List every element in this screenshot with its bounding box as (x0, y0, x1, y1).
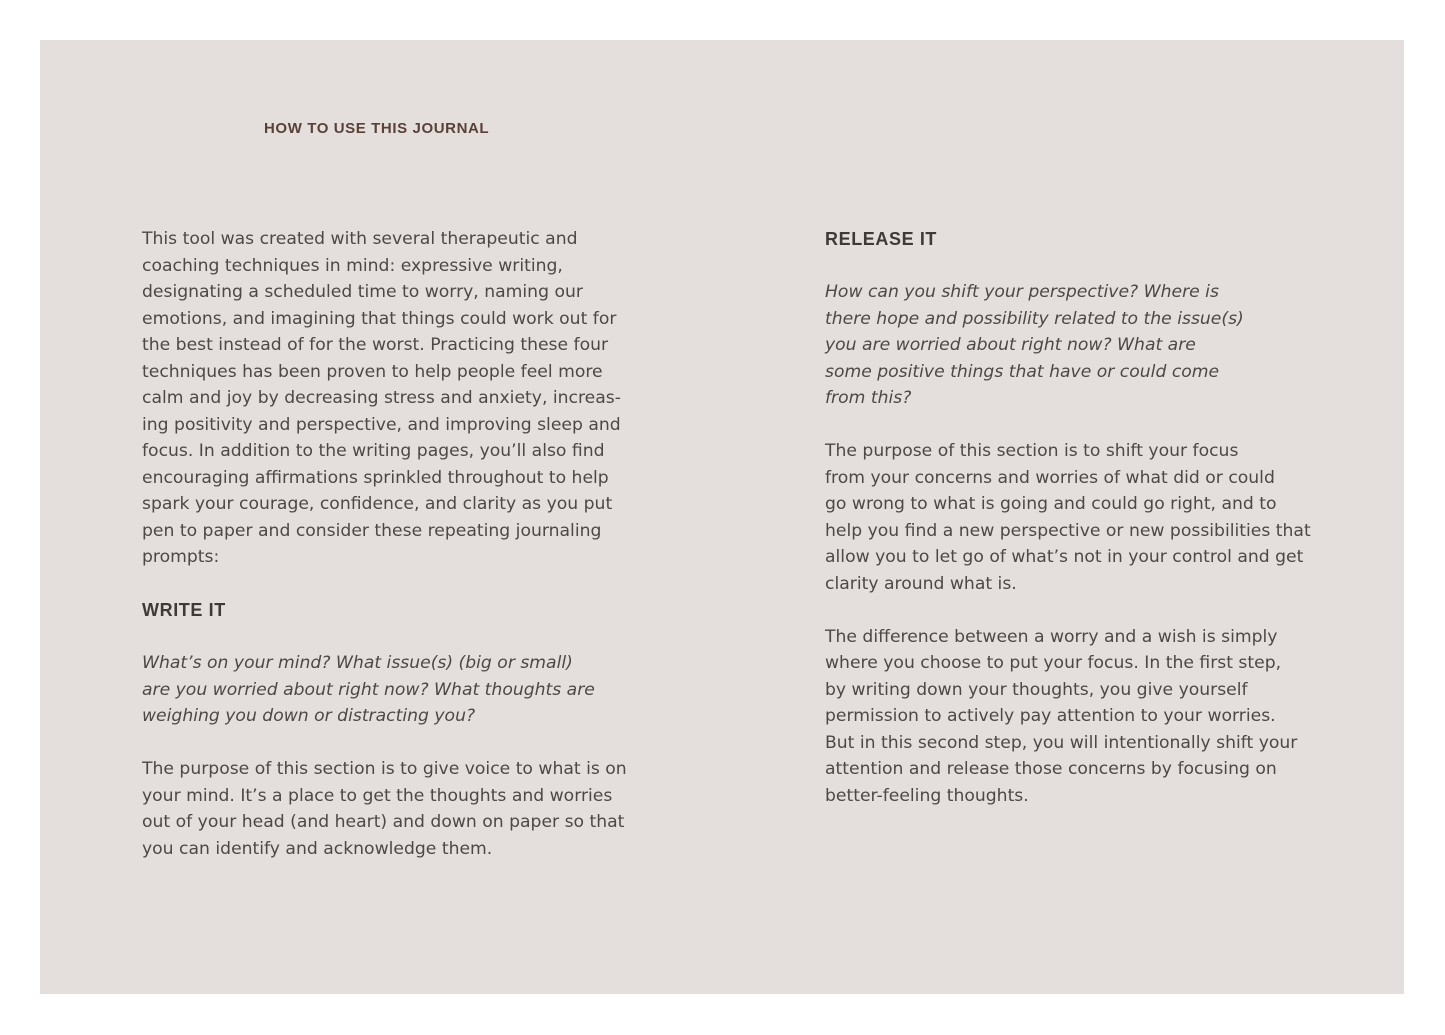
body-line: clarity around what is. (825, 573, 1017, 594)
body-line: by writing down your thoughts, you give yourself (825, 679, 1248, 700)
intro-line: the best instead of for the worst. Practicing these four (142, 335, 609, 355)
spacer (142, 624, 622, 651)
release-it-body (825, 438, 1311, 597)
write-it-body (142, 756, 627, 862)
right-column (825, 226, 1311, 809)
running-head: HOW TO USE THIS JOURNAL (264, 120, 490, 137)
release-it-heading: RELEASE IT (825, 229, 938, 249)
body-line: you can identify and acknowledge them. (142, 838, 493, 859)
intro-line: encouraging affirmations sprinkled throughout to help (142, 467, 609, 488)
intro-line: spark your courage, confidence, and clarity as you put (142, 494, 613, 514)
intro-line: This tool was created with several therapeutic and (142, 229, 578, 249)
prompt-line: some positive things that have or could come (825, 361, 1220, 382)
body-line: where you choose to put your focus. In the first step, (825, 653, 1282, 673)
spacer (825, 412, 1305, 439)
intro-line: designating a scheduled time to worry, naming our (142, 282, 583, 302)
write-it-heading: WRITE IT (142, 600, 226, 620)
body-line: The difference between a worry and a wish is simply (825, 626, 1278, 647)
body-line: from your concerns and worries of what did or could (825, 467, 1275, 488)
prompt-line: What’s on your mind? What issue(s) (big or small) (142, 653, 573, 673)
intro-line: prompts: (142, 547, 220, 567)
journal-page-spread (40, 40, 1404, 994)
intro-line: calm and joy by decreasing stress and anxiety, increas- (142, 388, 621, 408)
prompt-line: from this? (825, 388, 912, 408)
prompt-line: are you worried about right now? What thoughts are (142, 679, 595, 700)
spacer (825, 597, 1305, 624)
body-line: allow you to let go of what’s not in your control and get (825, 547, 1304, 567)
left-column (142, 226, 627, 862)
body-line: your mind. It’s a place to get the thoughts and worries (142, 785, 613, 806)
intro-line: pen to paper and consider these repeating journaling (142, 520, 602, 541)
intro-line: coaching techniques in mind: expressive writing, (142, 255, 563, 276)
body-line: go wrong to what is going and could go right, and to (825, 494, 1277, 514)
spacer (142, 730, 622, 757)
body-line: permission to actively pay attention to your worries. (825, 706, 1276, 726)
prompt-line: How can you shift your perspective? Where is (825, 282, 1219, 302)
release-it-body-2 (825, 624, 1305, 810)
intro-line: techniques has been proven to help people feel more (142, 361, 603, 382)
spacer (142, 571, 622, 598)
release-it-prompt (825, 279, 1305, 412)
body-line: But in this second step, you will intentionally shift your (825, 732, 1298, 753)
prompt-line: there hope and possibility related to the issue(s) (825, 308, 1244, 329)
write-it-prompt (142, 650, 622, 730)
spacer (825, 253, 1305, 280)
prompt-line: you are worried about right now? What are (825, 335, 1196, 355)
intro-line: emotions, and imagining that things could work out for (142, 308, 617, 329)
intro-line: focus. In addition to the writing pages, you’ll also find (142, 441, 605, 461)
prompt-line: weighing you down or distracting you? (142, 706, 476, 726)
body-line: help you find a new perspective or new possibilities that (825, 520, 1311, 541)
intro-paragraph (142, 226, 622, 571)
body-line: The purpose of this section is to give voice to what is on (142, 759, 627, 779)
body-line: out of your head (and heart) and down on paper so that (142, 812, 625, 832)
body-line: The purpose of this section is to shift your focus (825, 441, 1239, 461)
body-line: better-feeling thoughts. (825, 785, 1029, 806)
body-line: attention and release those concerns by focusing on (825, 759, 1277, 779)
intro-line: ing positivity and perspective, and improving sleep and (142, 414, 621, 435)
